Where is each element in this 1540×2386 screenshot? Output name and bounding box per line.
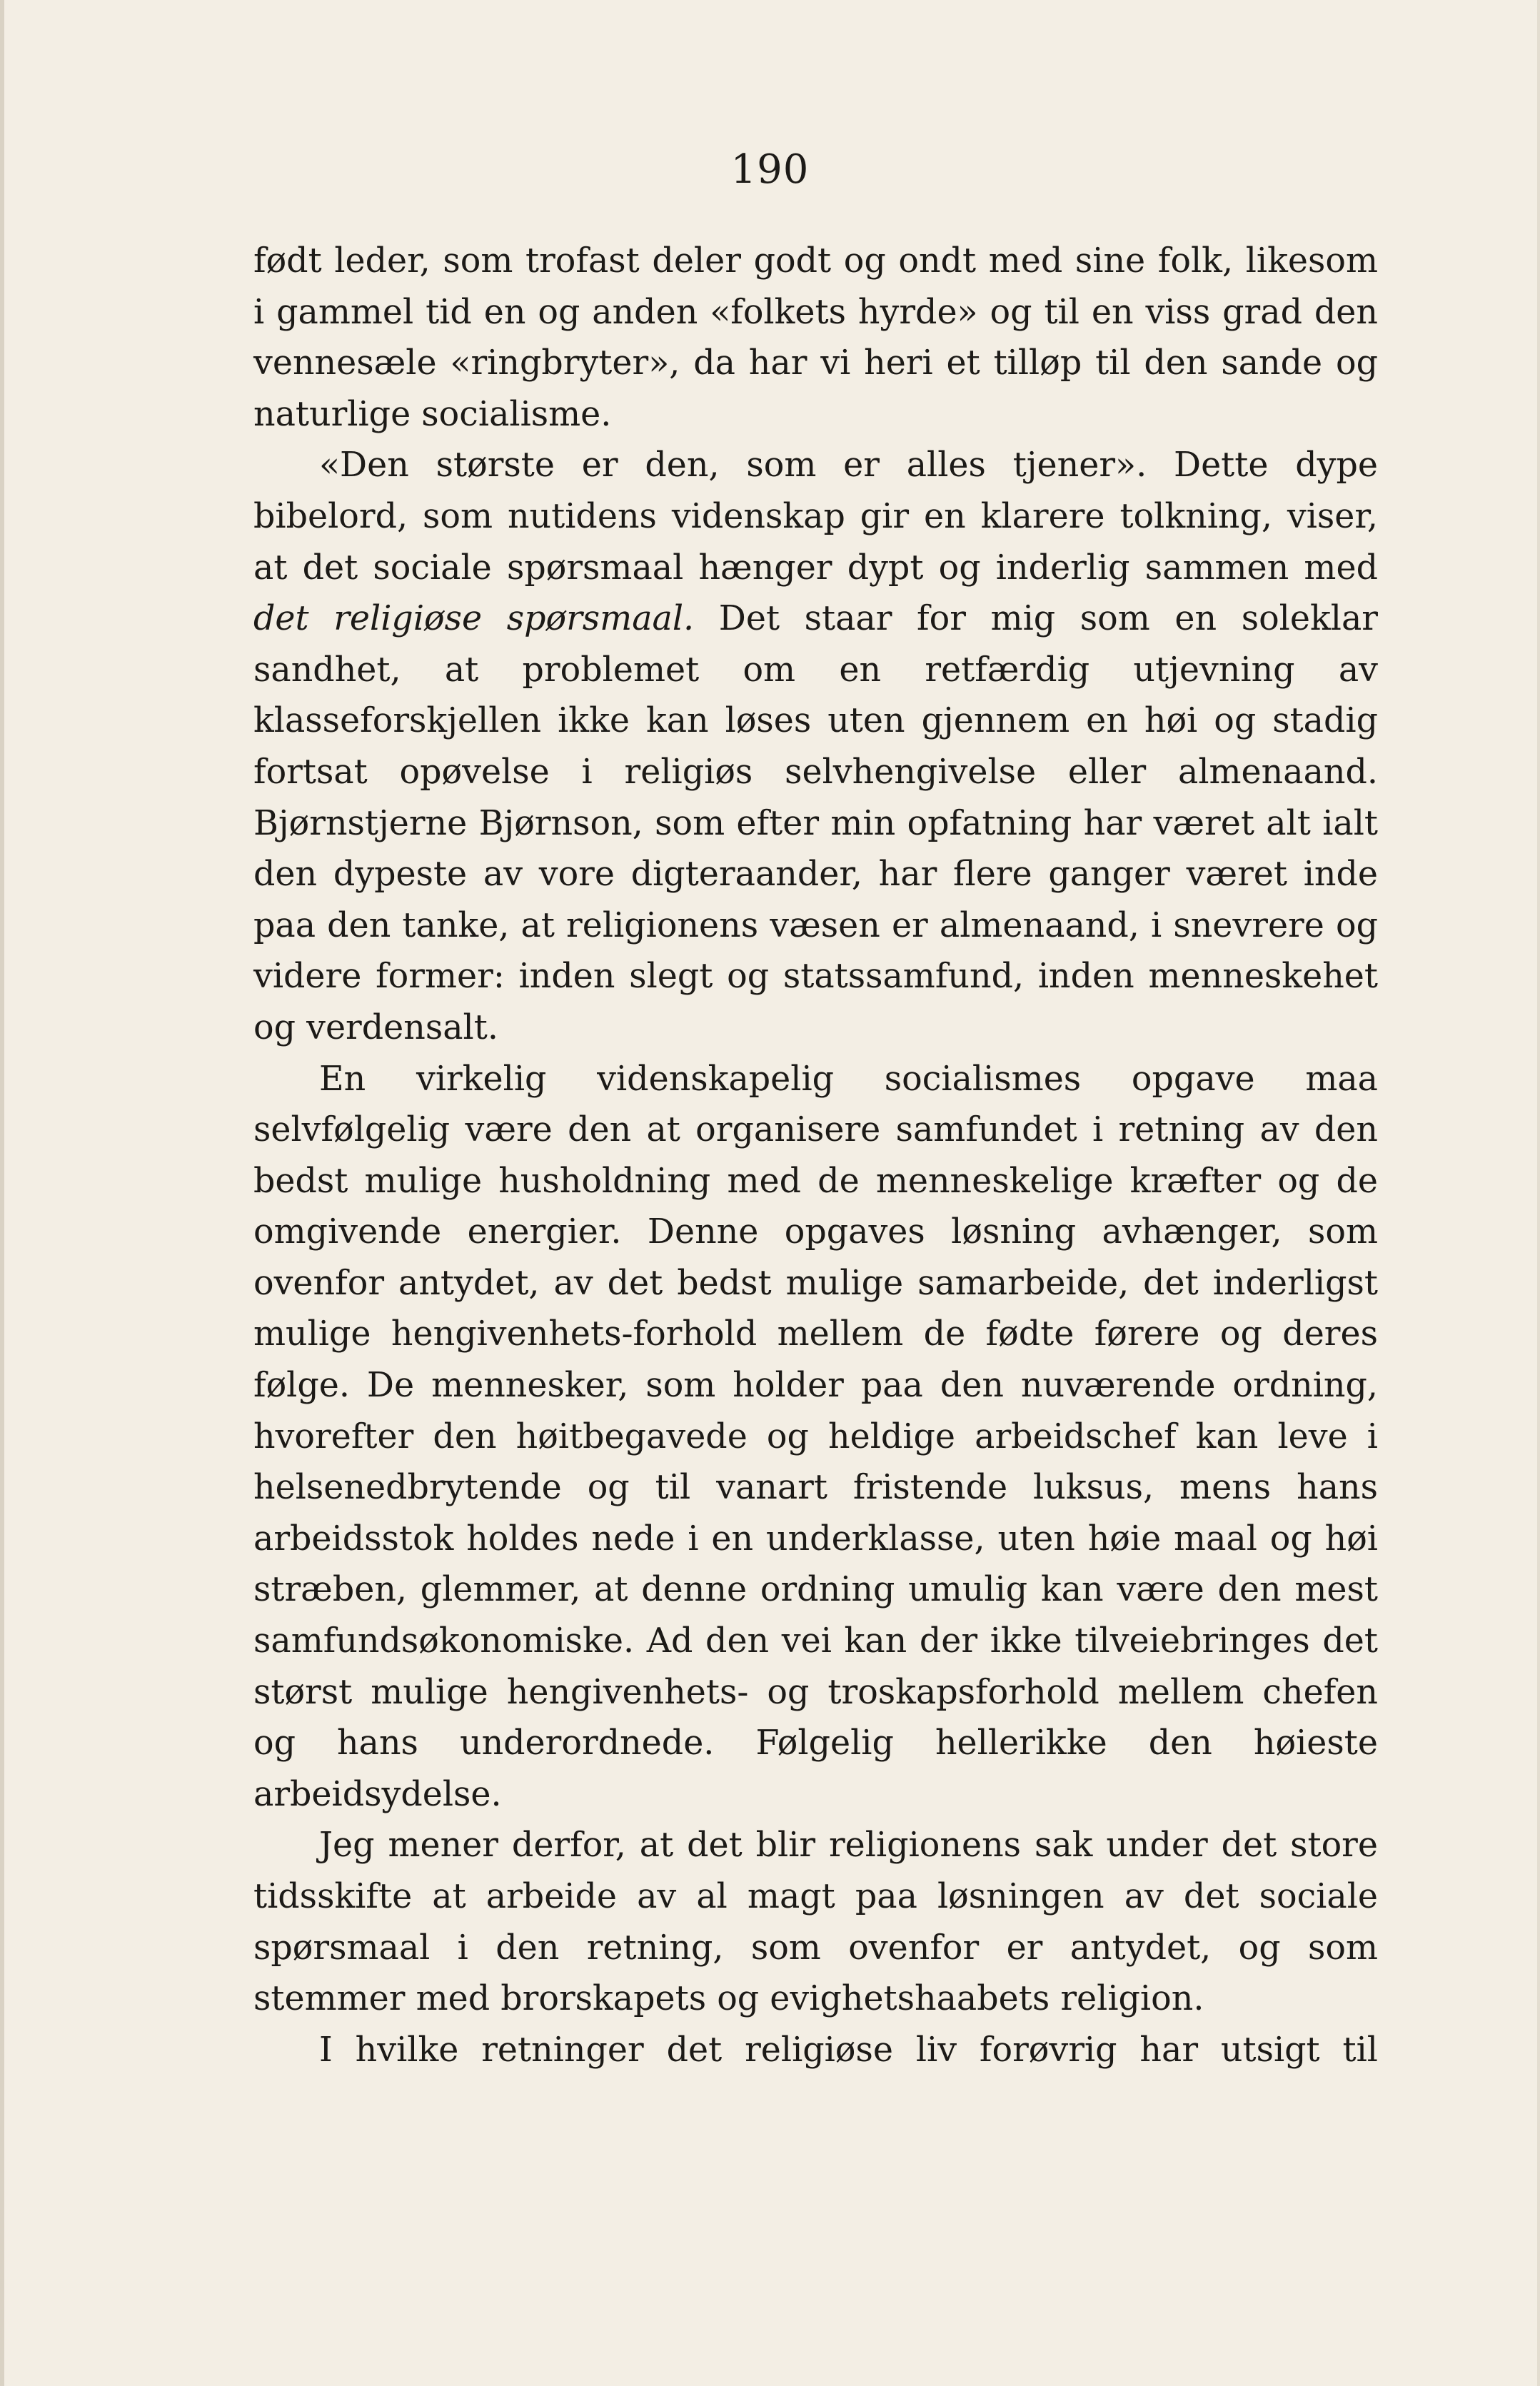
paragraph-2-text-b: Det staar for mig som en soleklar sandhet, at problemet om en retfærdig utjevning av klasseforskjellen ikke kan løses uten gjennem en høi og stadig fortsat opøvelse i religiøs selvhengivelse eller almenaand. Bjørnstjerne Bjørnson, som efter min opfatning har været alt ialt den dypeste av vore digteraander, har flere ganger været inde paa den tanke, at religionens væsen er almenaand, i snevrere og videre former: inden slegt og statssamfund, inden menneskehet og verdensalt. <box>253 599 1378 1047</box>
paragraph-2-italic: det religiøse spørsmaal. <box>253 599 695 639</box>
paragraph-1: født leder, som trofast deler godt og ondt med sine folk, likesom i gammel tid en og anden «folkets hyrde» og til en viss grad den vennesæle «ringbryter», da har vi heri et tilløp til den sande og naturlige socialisme. <box>253 241 1378 434</box>
paragraph-3: En virkelig videnskapelig socialismes opgave maa selvfølgelig være den at organisere samfundet i retning av den bedst mulige husholdning med de menneskelige kræfter og de omgivende energier. Denne opgaves løsning avhænger, som ovenfor antydet, av det bedst mulige samarbeide, det inderligst mulige hengivenhets-forhold mellem de fødte førere og deres følge. De mennesker, som holder paa den nuværende ordning, hvorefter den høitbegavede og heldige arbeidschef kan leve i helsenedbrytende og til vanart fristende luksus, mens hans arbeidsstok holdes nede i en underklasse, uten høie maal og høi stræben, glemmer, at denne ordning umulig kan være den mest samfundsøkonomiske. Ad den vei kan der ikke tilveiebringes det størst mulige hengivenhets- og troskapsforhold mellem chefen og hans underordnede. Følgelig hellerikke den høieste arbeidsydelse. <box>253 1059 1378 1814</box>
paragraph-5: I hvilke retninger det religiøse liv forøvrig har utsigt til <box>319 2030 1378 2070</box>
page-number: 190 <box>730 146 810 193</box>
body-text <box>253 236 1378 2075</box>
paragraph-4: Jeg mener derfor, at det blir religionens sak under det store tidsskifte at arbeide av al magt paa løsningen av det sociale spørsmaal i den retning, som ovenfor er antydet, og som stemmer med brorskapets og evighetshaabets religion. <box>253 1826 1378 2019</box>
paragraph-2 <box>253 440 1378 1053</box>
paragraph-2-text-a: «Den største er den, som er alles tjener». Dette dype bibelord, som nutidens videnskap gir en klarere tolkning, viser, at det sociale spørsmaal hænger dypt og inderlig sammen med <box>253 446 1378 588</box>
